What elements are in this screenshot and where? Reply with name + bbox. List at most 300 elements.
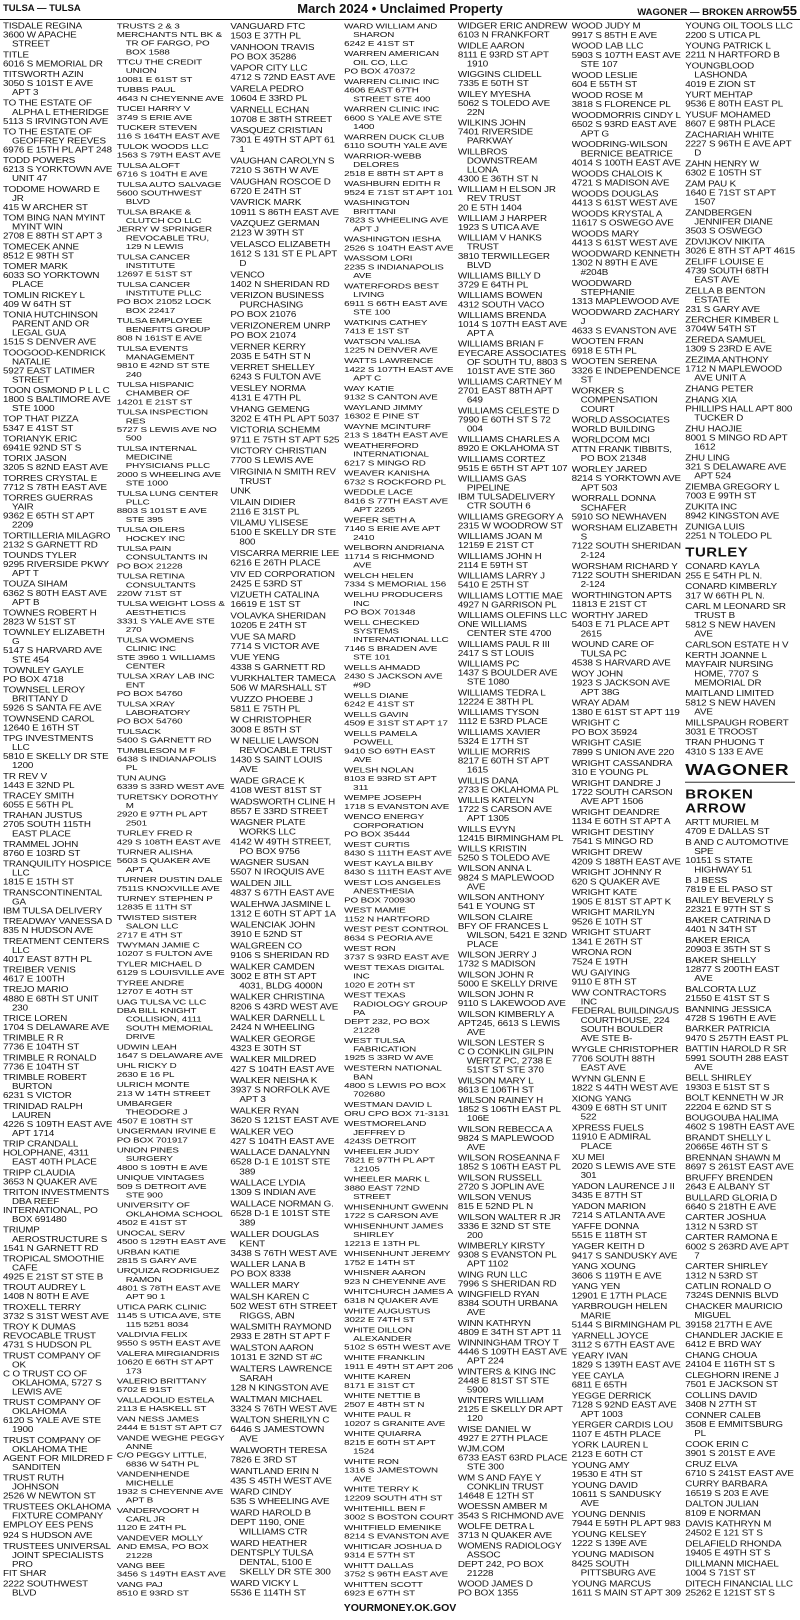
owner-address: 7944 E 59TH PL APT 983 — [571, 1519, 681, 1529]
property-listing — [3, 474, 113, 492]
owner-name: WHISENHUNT GWENN — [344, 1203, 449, 1212]
property-listing — [230, 405, 340, 424]
property-listing — [344, 860, 454, 877]
owner-name: WESTMORELAND JEFFREY D — [344, 1119, 427, 1138]
owner-address: 9295 RIVERSIDE PKWY APT T — [3, 560, 109, 579]
owner-address: 1611 S MAIN ST APT 309 — [571, 1588, 681, 1598]
owner-address: 8512 E 98TH ST — [3, 251, 74, 261]
listing-column-content — [3, 22, 113, 1598]
owner-name: WILSON ANTHONY — [457, 893, 545, 903]
owner-name: YURT MEHTAP — [685, 90, 753, 101]
owner-name: WASSOM LORI — [344, 254, 413, 264]
owner-address: 6033 SO YORKTOWN PLACE — [3, 271, 100, 290]
property-listing — [230, 797, 340, 816]
property-listing — [458, 1319, 568, 1337]
owner-address: 1541 N GARNETT RD — [3, 1244, 99, 1254]
property-listing — [3, 966, 113, 984]
owner-name: TOWNSEND CAROL — [3, 714, 95, 724]
property-listing — [230, 447, 340, 466]
owner-address: 3910 E 52ND ST — [230, 930, 303, 940]
property-listing — [572, 868, 682, 886]
owner-name: WOESSN AMBER M — [457, 1502, 548, 1512]
owner-name: WRIGHT C — [571, 719, 620, 729]
owner-address: 12877 S 200TH EAST AVE — [685, 965, 780, 984]
property-listing — [685, 956, 795, 983]
listing-column-content — [572, 22, 682, 1598]
property-listing — [3, 1188, 113, 1224]
owner-name: WENCO ENERGY CORPORATION — [344, 812, 424, 831]
owner-address: 1107 E 45TH PLACE — [571, 1430, 661, 1440]
property-listing — [572, 1550, 682, 1578]
property-listing — [230, 570, 340, 589]
owner-address: 8634 S PEORIA AVE — [344, 934, 433, 943]
owner-address: REVOCABLE TRUST — [3, 1332, 96, 1342]
owner-name: WAYNE MCINTURF — [344, 422, 431, 432]
property-listing — [572, 250, 682, 278]
property-listing — [3, 686, 113, 713]
owner-name: ZEREDA SAMUEL — [685, 335, 766, 346]
owner-name: YADON LAURENCE J II — [571, 1182, 675, 1192]
owner-address: 9132 S CANTON AVE — [344, 393, 438, 402]
owner-name: CARTER SHIRLEY — [685, 1262, 768, 1272]
owner-address: 1134 E 60TH ST APT A — [571, 817, 671, 827]
owner-name: COOK ERIN C — [685, 1440, 749, 1450]
owner-name: WILLIAMS TYSON — [457, 708, 539, 718]
owner-name: CLEGHORN IRENE J — [685, 1371, 779, 1381]
owner-address: 5347 E 41ST ST — [3, 424, 74, 434]
owner-name: UNGERMAN IRVINE E — [116, 1127, 216, 1137]
owner-address: 6811 E 65TH — [571, 1380, 627, 1391]
property-listing — [117, 162, 227, 179]
owner-name: VANDERVOORT H CARL JR — [116, 1506, 199, 1524]
owner-address: 12224 E 38TH PL — [457, 697, 534, 707]
property-listing — [572, 1124, 682, 1152]
owner-address: 2123 E 60TH CT — [571, 1450, 643, 1460]
owner-address: 5147 S HARVARD AVE STE 454 — [3, 646, 103, 665]
property-listing — [458, 1039, 568, 1075]
owner-address: 6976 E 15TH PL APT 248 — [3, 145, 112, 155]
owner-address: 4739 SOUTH 68TH EAST AVE — [685, 266, 769, 286]
page-number: 55 — [782, 3, 797, 18]
owner-address: 8430 S 111TH EAST AVE — [344, 868, 452, 878]
property-listing — [3, 455, 113, 473]
owner-address: 7990 E 60TH ST S 72 004 — [457, 415, 551, 434]
owner-address: 321 S DELAWARE AVE APT 524 — [685, 462, 787, 482]
property-listing — [117, 1377, 227, 1394]
property-listing — [3, 1169, 113, 1187]
property-listing — [458, 1397, 568, 1424]
owner-name: WALTERS LAWRENCE SARAH — [230, 1364, 333, 1384]
property-listing — [3, 51, 113, 69]
property-listing — [3, 311, 113, 347]
property-listing — [344, 1036, 454, 1062]
owner-address: 3749 S ERIE AVE — [116, 113, 193, 123]
property-listing — [230, 1179, 340, 1198]
property-listing — [572, 1461, 682, 1479]
property-listing — [3, 715, 113, 733]
owner-address: 2430 S JACKSON AVE #9D — [344, 672, 443, 690]
owner-address: 1852 S 106TH EAST PL — [457, 1163, 561, 1173]
owner-name: TULSA ALOFT — [116, 161, 180, 171]
owner-name: WOODS DOUGLAS — [571, 189, 659, 199]
owner-name: TOMER MARK — [3, 262, 68, 272]
owner-address: 3737 S 93RD EAST AVE — [344, 953, 450, 962]
owner-address: 8214 S EVANSTON AVE — [344, 1532, 450, 1541]
owner-name: TULSA XRAY LABORATORY — [116, 700, 191, 718]
owner-address: 6339 S 33RD WEST AVE — [116, 782, 225, 792]
property-listing — [117, 1534, 227, 1560]
property-listing — [685, 1500, 795, 1518]
property-listing — [458, 90, 568, 117]
property-listing — [344, 1430, 454, 1456]
owner-name: UMBARGER THEODORE J — [116, 1099, 188, 1118]
owner-name: VALLADOLID ESTELA — [116, 1396, 215, 1405]
property-listing — [344, 1523, 454, 1540]
owner-name: WRIGHT DESTINY — [571, 828, 655, 838]
property-listing — [685, 1045, 795, 1072]
owner-name: TRIP CRANDALL — [3, 1139, 79, 1150]
owner-address: 2417 S ST LOUIS — [457, 649, 534, 659]
property-listing — [685, 582, 795, 600]
property-listing — [572, 611, 682, 639]
owner-name: WJM.COM — [457, 1445, 505, 1455]
owner-address: 2000 S WHEELING AVE STE 1000 — [116, 470, 221, 488]
owner-name: VIZUETH CATALINA — [230, 590, 320, 601]
owner-name: WINTERS & KING INC — [457, 1367, 556, 1377]
property-listing — [117, 381, 227, 407]
owner-name: WILLIAMS JOAN M — [457, 532, 543, 542]
property-listing — [685, 1134, 795, 1152]
property-listing — [458, 552, 568, 570]
property-listing — [458, 796, 568, 823]
owner-address: 4809 E 34TH ST APT 11 — [457, 1328, 562, 1338]
owner-address: 4721 S MADISON AVE — [571, 178, 670, 189]
property-listing — [3, 1303, 113, 1321]
property-listing — [344, 1392, 454, 1409]
owner-address: 9410 SO 69TH EAST AVE — [344, 746, 436, 765]
owner-name: WRIGHT DREW — [571, 848, 643, 858]
owner-address: 2526 W NEWTON ST — [3, 1492, 96, 1502]
owner-name: CARL M LEONARD SR TRUST B — [685, 602, 786, 621]
property-listing — [3, 772, 113, 790]
owner-address: 9524 E 71ST ST APT 101 — [344, 188, 454, 198]
owner-address: 4801 S 78TH EAST AVE APT 90 1 — [116, 1284, 221, 1302]
owner-name: WARD WILLIAM AND SHARON — [344, 22, 438, 40]
owner-name: WALKER VEO — [230, 1127, 294, 1137]
owner-address: 509 S DETROIT AVE STE 900 — [116, 1182, 207, 1200]
owner-address: 3438 S 76TH WEST AVE — [230, 1248, 338, 1259]
owner-address: 4309 E 68TH ST UNIT 522 — [571, 1103, 667, 1123]
owner-name: WEST MAMIE — [344, 906, 406, 916]
owner-address: 9417 S SANDUSKY AVE — [571, 1251, 678, 1261]
owner-address: 4927 E 27TH PLACE — [457, 1434, 548, 1444]
owner-address: PO BOX 21228 — [116, 562, 183, 571]
property-listing — [230, 105, 340, 124]
owner-address: 2444 E 51ST ST APT C7 — [116, 1423, 222, 1433]
owner-name: VERRET SHELLEY — [230, 363, 315, 373]
owner-address: 3336 E 32ND ST STE 200 — [457, 1222, 551, 1241]
property-listing — [3, 889, 113, 916]
owner-name: TURNER DUSTIN DALE — [116, 875, 223, 885]
property-listing — [685, 396, 795, 423]
owner-address: 9824 S MAPLEWOOD AVE — [457, 873, 554, 892]
owner-name: B AND C AUTOMOTIVE SPE — [685, 838, 789, 857]
property-listing — [344, 152, 454, 178]
owner-name: BAKER ERICA — [685, 936, 750, 946]
property-listing — [230, 1539, 340, 1577]
owner-name: WALLER MARY — [230, 1281, 300, 1291]
property-listing — [3, 1580, 113, 1598]
owner-address: 8557 E 33RD STREET — [230, 806, 328, 817]
property-listing — [344, 813, 454, 839]
owner-address: DEPT 242, PO BOX 21228 — [457, 1560, 544, 1579]
owner-name: WILLIAMS BOWEN — [457, 291, 543, 301]
owner-address: 1563 S 79TH EAST AVE — [116, 151, 221, 160]
property-listing — [344, 1269, 454, 1286]
owner-name: WEMPE JOSEPH — [344, 793, 422, 803]
owner-name: TULSA PAIN CONSULTANTS IN — [116, 544, 208, 563]
property-listing — [685, 818, 795, 836]
owner-name: WARD HEATHER — [230, 1538, 307, 1549]
owner-address: 2733 E OKLAHOMA PL — [457, 785, 559, 795]
property-listing — [3, 986, 113, 1013]
property-listing — [117, 281, 227, 316]
owner-address: 4413 S 61ST WEST AVE — [571, 239, 678, 249]
property-listing — [572, 141, 682, 169]
owner-name: VARELA PEDRO — [230, 84, 304, 95]
owner-address: 5100 E SKELLY DR STE 800 — [230, 528, 336, 548]
owner-address: 6502 S 93RD EAST AVE APT G — [571, 120, 677, 139]
owner-name: TISDALE REGINA — [3, 22, 83, 32]
property-listing — [685, 1540, 795, 1558]
owner-address: 6103 N FRANKFORT — [457, 31, 550, 41]
owner-name: WRIGHT DEANDRE — [571, 808, 660, 818]
owner-name: WHITE AUGUSTUS — [344, 1306, 431, 1316]
property-listing — [344, 133, 454, 150]
listing-column-7 — [685, 22, 795, 1600]
owner-name: DALTON JULIAN — [685, 1500, 759, 1510]
owner-address: 7511S KNOXVILLE AVE — [116, 884, 220, 894]
owner-address: 3002 S BOSTON COURT — [344, 1513, 454, 1522]
property-listing — [685, 425, 795, 452]
owner-address: 1341 E 26TH ST — [571, 937, 643, 947]
owner-address: 19303 E 51ST ST S — [685, 1083, 770, 1093]
owner-address: 9810 E 42ND ST STE 240 — [116, 361, 210, 380]
property-listing — [458, 436, 568, 454]
owner-name: TRANQUILITY HOSPICE LLC — [3, 860, 112, 879]
owner-address: 2815 S GARY AVE — [116, 1256, 197, 1266]
owner-name: TOM BING NAN MYINT MYINT WIN — [3, 214, 105, 233]
property-listing — [572, 387, 682, 415]
owner-name: WILLIAM J HARPER — [457, 214, 547, 224]
owner-address: 7122 SOUTH SHERIDAN 2-124 — [571, 571, 681, 590]
property-listing — [230, 777, 340, 796]
property-listing — [458, 689, 568, 707]
owner-address: 1647 S DELAWARE AVE — [116, 1051, 223, 1061]
owner-address: 7128 S 92ND EAST AVE APT 1003 — [571, 1401, 677, 1420]
property-listing — [685, 1154, 795, 1172]
owner-name: WELSH NOLAN — [344, 765, 414, 775]
owner-name: TRANSCONTINENTAL GA — [3, 888, 102, 907]
property-listing — [685, 1480, 795, 1498]
owner-name: TREADWAY VANESSA D — [3, 917, 113, 927]
owner-name: VAUGHAN CAROLYN S — [230, 156, 335, 167]
owner-name: CONNER CALEB — [685, 1411, 761, 1421]
owner-address: 4925 E 21ST ST STE B — [3, 1272, 104, 1282]
owner-name: TUN AUNG — [116, 774, 167, 783]
owner-name: VICTORIA SCHEMM — [230, 425, 320, 436]
property-listing — [572, 989, 682, 1044]
owner-name: YOUNG KELSEY — [571, 1530, 647, 1540]
owner-address: STE 3960 1 WILLIAMS CENTER — [116, 653, 216, 671]
owner-name: COLLINS DAVID — [685, 1391, 758, 1401]
property-listing — [3, 629, 113, 665]
property-listing — [572, 230, 682, 248]
property-listing — [344, 618, 454, 662]
owner-address: 1722 S CARSON AVE APT 1305 — [457, 805, 553, 824]
property-listing — [572, 929, 682, 947]
owner-name: YOUNGBLOOD LASHONDA — [685, 61, 755, 81]
property-listing — [117, 1043, 227, 1060]
owner-address: 4300 E 36TH ST N — [457, 174, 539, 184]
owner-name: WALKER CHRISTINA — [230, 992, 325, 1003]
owner-name: WORLEY JARED — [571, 465, 647, 475]
property-listing — [458, 1291, 568, 1318]
property-listing — [344, 1354, 454, 1371]
owner-address: 4800 S LEWIS PO BOX 702680 — [344, 1081, 446, 1100]
owner-address: 2424 N WHEELING — [230, 1023, 315, 1033]
property-listing — [230, 1323, 340, 1342]
property-listing — [117, 998, 227, 1041]
owner-name: ZELLA B BENTON ESTATE — [685, 286, 766, 306]
property-listing — [230, 1344, 340, 1363]
property-listing — [685, 985, 795, 1003]
owner-name: TTCU THE CREDIT UNION — [116, 58, 202, 76]
owner-name: WOOD JUDY M — [571, 22, 641, 32]
property-listing — [572, 641, 682, 669]
owner-name: WEATHERFORD INTERNATIONAL — [344, 441, 429, 460]
property-listing — [458, 1368, 568, 1395]
owner-name: WINGFIELD RYAN — [457, 1290, 540, 1300]
property-listing — [572, 1441, 682, 1459]
owner-address: 604 E 55TH ST — [571, 80, 638, 90]
owner-name: WILLIAMS CELESTE D — [457, 406, 560, 416]
owner-name: YOUNG OIL TOOLS LLC — [685, 22, 793, 32]
owner-address: 4323 E 30TH ST — [230, 1044, 302, 1054]
owner-address: AND EMSA, PO BOX 21228 — [116, 1542, 209, 1561]
property-listing — [572, 1392, 682, 1420]
footer-url: YOURMONEY.OK.GOV — [343, 1602, 457, 1614]
owner-name: WILSON JOHN R — [457, 990, 534, 1000]
owner-address: 3937 S NORFOLK AVE APT 3 — [230, 1085, 330, 1105]
property-listing — [230, 695, 340, 714]
owner-address: 7996 S SHERIDAN RD — [457, 1279, 557, 1289]
property-listing — [117, 572, 227, 598]
owner-address: 7736 E 104TH ST — [3, 1062, 80, 1072]
owner-name: WILLIAM H ELSON JR REV TRUST — [457, 185, 556, 204]
owner-address: 923 N CHEYENNE AVE — [344, 1277, 446, 1287]
owner-name: WU GAIYING — [571, 968, 630, 978]
property-listing — [572, 279, 682, 307]
owner-address: 5250 S TOLEDO AVE — [457, 853, 551, 864]
owner-name: TREIBER VENIS — [3, 965, 76, 975]
owner-address: 3408 N 27TH ST — [685, 1400, 757, 1410]
property-listing — [230, 1014, 340, 1033]
owner-name: WORTHY JARED — [571, 611, 648, 621]
listing-column-content — [230, 22, 340, 1598]
owner-name: 2222 SOUTHWEST BLVD — [3, 1579, 88, 1598]
property-listing — [572, 969, 682, 987]
owner-address: 10207 S GRANITE AVE — [344, 1419, 446, 1429]
owner-name: WISE DANIEL W — [457, 1425, 531, 1435]
property-listing — [572, 1282, 682, 1300]
owner-name: WHITE NETTIE B — [344, 1391, 421, 1401]
property-listing — [572, 358, 682, 386]
owner-address: 2823 W 51ST ST — [3, 617, 76, 627]
property-listing — [344, 1504, 454, 1521]
owner-name: WALLACE NORMAN G. — [230, 1199, 334, 1209]
property-listing — [117, 728, 227, 745]
owner-address: 6732 S ROCKFORD PL — [344, 478, 446, 487]
owner-name: WHITFIELD EMENIKE — [344, 1523, 442, 1533]
owner-address: 6243 S FULTON AVE — [230, 372, 321, 383]
owner-address: 1309 S 23RD E AVE — [685, 345, 772, 355]
owner-name: WHITE FRANKLIN — [344, 1353, 425, 1363]
owner-name: VASQUEZ CRISTIAN — [230, 126, 323, 136]
property-listing — [3, 734, 113, 770]
property-listing — [230, 322, 340, 341]
owner-address: 808 N 161ST E AVE — [116, 334, 203, 343]
owner-name: TROUT AUDREY L — [3, 1283, 86, 1293]
owner-name: XPRESS FUELS — [571, 1123, 644, 1134]
owner-address: IBM TULSA DELIVERY — [3, 906, 103, 916]
property-listing — [117, 58, 227, 84]
owner-name: WOOD LAB LLC — [571, 42, 644, 52]
property-listing — [458, 611, 568, 638]
owner-name: VUE SA MARD — [230, 632, 296, 642]
property-listing — [458, 22, 568, 40]
owner-address: 5515 E 118TH ST — [571, 1231, 648, 1241]
owner-name: YARNELL JOYCE — [571, 1331, 649, 1341]
owner-address: 5926 S SANTA FE AVE — [3, 704, 102, 714]
owner-name: WASHINGTON BRITTANI — [344, 198, 410, 217]
owner-name: ZHU HAOJIE — [685, 424, 743, 434]
owner-name: VANDE WEGHE PEGGY ANNE — [116, 1434, 225, 1452]
owner-name: TULSA CANCER INSTITUTE PLLC — [116, 280, 202, 298]
property-listing — [230, 1107, 340, 1126]
owner-address: 3732 S 31ST WEST AVE — [3, 1312, 109, 1322]
owner-address: 7700 S LEWIS AVE — [230, 456, 314, 466]
owner-address: 1145 S UTICA AVE, STE 115 5251 8034 — [116, 1311, 222, 1330]
owner-address: 2235 S INDIANAPOLIS AVE — [344, 263, 444, 281]
property-listing — [458, 42, 568, 69]
property-listing — [230, 818, 340, 856]
owner-address: 2526 S 104TH EAST AVE — [344, 244, 454, 253]
property-listing — [3, 551, 113, 578]
owner-address: 2507 E 48TH ST N — [344, 1400, 425, 1410]
property-listing — [117, 848, 227, 874]
owner-name: WHITICAR JOSHUA D — [344, 1542, 442, 1552]
owner-name: TRUST RUTH JOHNSON — [3, 1474, 64, 1493]
property-listing — [117, 979, 227, 996]
owner-address: 7335 E 50TH ST — [457, 79, 529, 89]
property-listing — [344, 906, 454, 923]
owner-name: WHEELER JUDY — [344, 1147, 420, 1157]
owner-name: WILLIAMS JOHN H — [457, 552, 542, 562]
property-listing — [685, 1074, 795, 1092]
property-listing — [3, 1436, 113, 1472]
owner-address: 4712 S 72ND EAST AVE — [230, 73, 336, 83]
